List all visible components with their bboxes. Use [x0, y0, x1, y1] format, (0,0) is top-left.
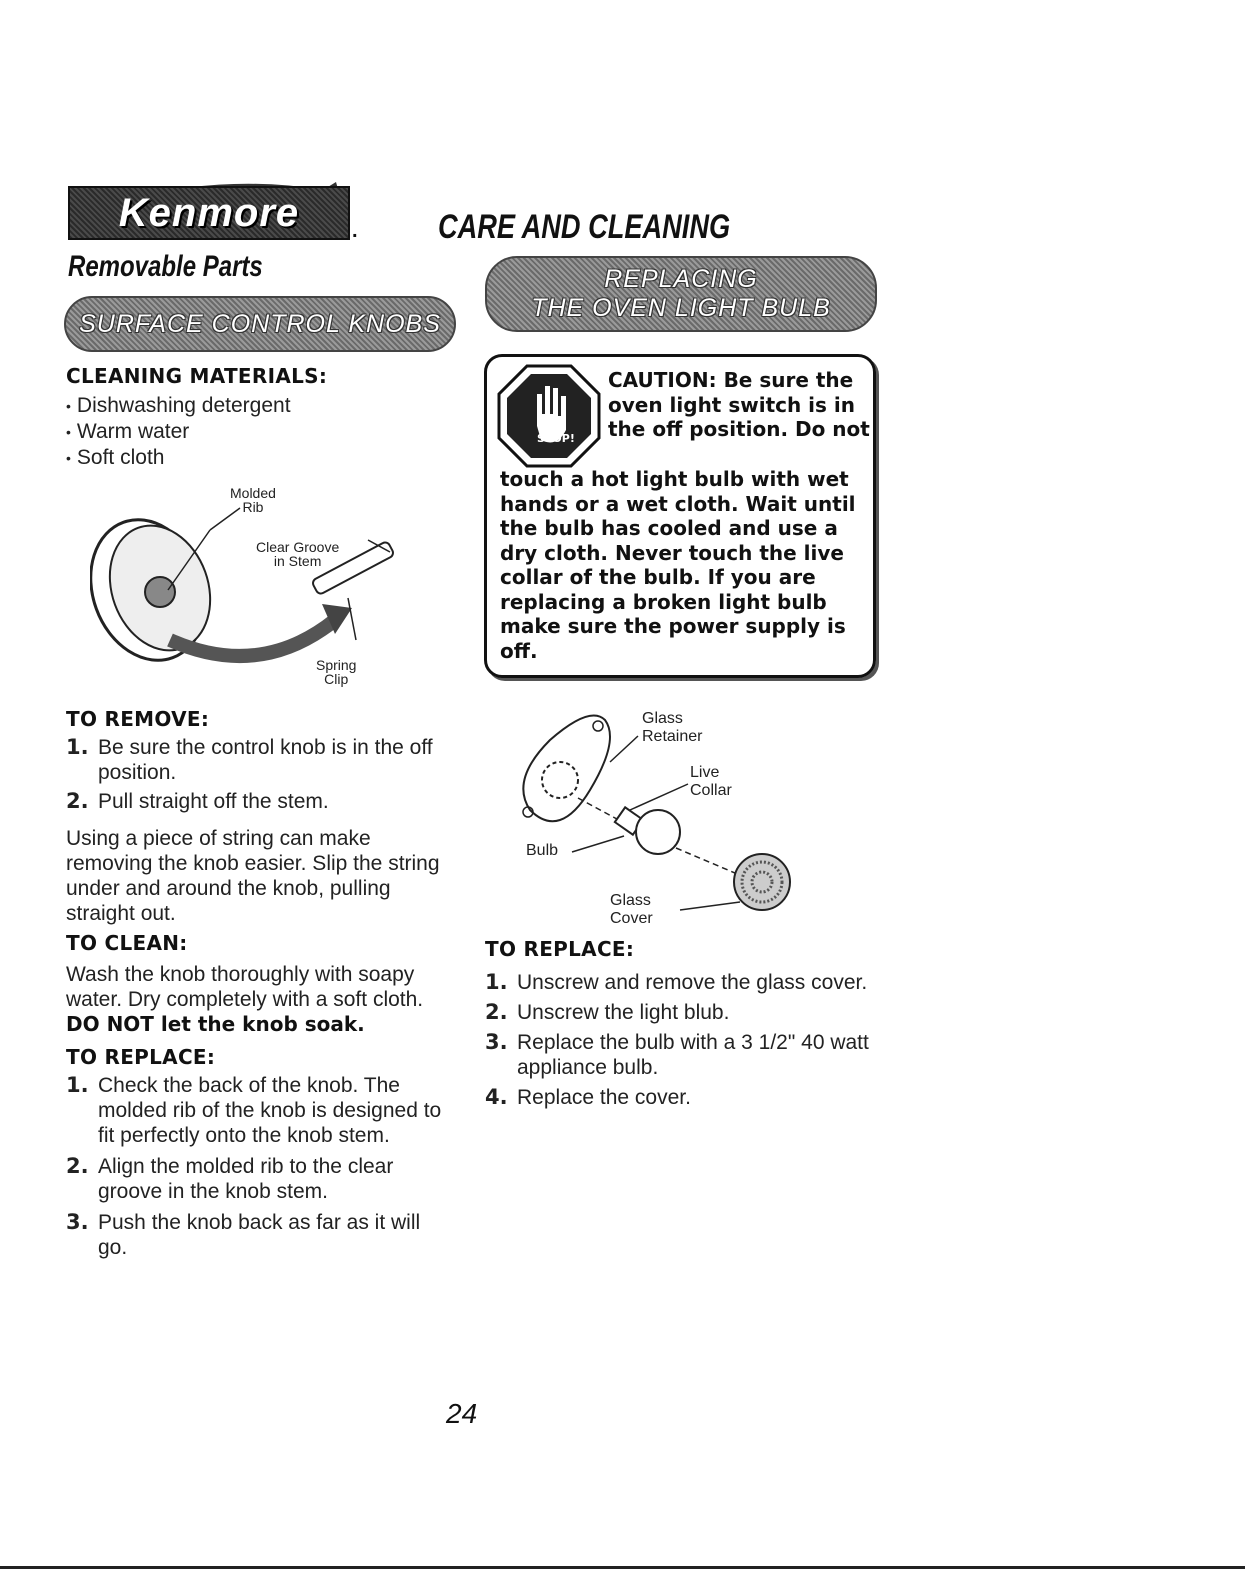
step-text: Unscrew the light blub.	[517, 1001, 730, 1024]
step-number: 2.	[485, 1000, 508, 1024]
surface-control-knobs-banner	[64, 296, 456, 352]
list-item: • Warm water	[66, 419, 291, 445]
molded-rib-label	[230, 486, 276, 514]
label-line: Clip	[324, 671, 349, 687]
materials-list	[66, 393, 291, 471]
list-item	[66, 789, 446, 814]
banner-line-2: THE OVEN LIGHT BULB	[531, 294, 831, 322]
step-text: Unscrew and remove the glass cover.	[517, 971, 868, 994]
bottom-rule	[0, 1566, 1245, 1569]
caution-text-top: CAUTION: Be sure the oven light switch is in the off position. Do not	[608, 368, 870, 441]
banner-label: SURFACE CONTROL KNOBS	[79, 309, 441, 338]
step-text: Replace the bulb with a 3 1/2" 40 watt appliance bulb.	[517, 1031, 869, 1079]
to-clean-heading: TO CLEAN:	[66, 931, 188, 955]
page-number: 24	[446, 1398, 478, 1429]
step-number: 3.	[66, 1210, 89, 1234]
step-text: Check the back of the knob. The molded rib of the knob is designed to fit perfectly onto the knob stem.	[98, 1074, 442, 1147]
logo-text: Kenmore	[118, 190, 300, 235]
label-line: Molded	[230, 485, 276, 501]
page-title: CARE AND CLEANING	[438, 208, 731, 246]
list-item	[66, 1073, 446, 1148]
label-line: in Stem	[273, 553, 322, 569]
stop-hand-icon	[497, 364, 601, 468]
label-line: Glass	[642, 710, 683, 727]
label-line: Cover	[610, 910, 653, 927]
step-number: 3.	[485, 1030, 508, 1054]
cleaning-materials-heading: CLEANING MATERIALS:	[66, 364, 328, 388]
to-remove-heading: TO REMOVE:	[66, 707, 210, 731]
banner-line-1: REPLACING	[604, 265, 758, 294]
label-line: Spring	[316, 657, 357, 673]
step-number: 1.	[66, 735, 89, 759]
label-line: Clear Groove	[256, 539, 340, 555]
list-item	[485, 1085, 885, 1110]
list-item	[66, 1210, 446, 1260]
step-number: 1.	[485, 970, 508, 994]
step-text: Push the knob back as far as it will go.	[98, 1211, 421, 1259]
label-line: Retainer	[642, 728, 703, 745]
label-line: Collar	[690, 782, 732, 799]
replace-bulb-steps	[485, 970, 885, 1115]
list-item: • Dishwashing detergent	[66, 393, 291, 419]
to-replace-bulb-heading: TO REPLACE:	[485, 937, 635, 961]
remove-note: Using a piece of string can make removing the knob easier. Slip the string under and around the knob, pulling straight out.	[66, 827, 440, 925]
glass-cover-label	[610, 892, 653, 928]
label-line: Rib	[242, 499, 264, 515]
step-number: 2.	[66, 1154, 89, 1178]
stop-text: STOP!	[537, 432, 575, 445]
section-title: Removable Parts	[68, 250, 263, 283]
list-item	[485, 1030, 885, 1080]
list-item	[66, 1154, 446, 1204]
list-item: • Soft cloth	[66, 445, 291, 471]
clear-groove-label	[256, 540, 339, 568]
logo-dot: .	[352, 220, 358, 242]
step-text: Be sure the control knob is in the off position.	[98, 736, 433, 784]
step-text: Replace the cover.	[517, 1086, 691, 1109]
glass-retainer-label	[642, 710, 702, 746]
label-line: Live	[690, 764, 720, 781]
knob-diagram	[90, 480, 420, 690]
list-item	[485, 1000, 885, 1025]
remove-steps	[66, 735, 446, 814]
replace-steps	[66, 1073, 446, 1266]
clean-warning: DO NOT let the knob soak.	[66, 1012, 365, 1036]
oven-light-bulb-banner	[485, 256, 877, 332]
step-text: Pull straight off the stem.	[98, 790, 329, 813]
bulb-label: Bulb	[526, 842, 559, 859]
list-item	[66, 735, 446, 785]
to-replace-heading: TO REPLACE:	[66, 1045, 216, 1069]
step-number: 1.	[66, 1073, 89, 1097]
caution-text-body: touch a hot light bulb with wet hands or a wet cloth. Wait until the bulb has cooled and use a dry cloth. Never touch the live collar of the bulb. If you are replacing a broken light bulb make sure the power supply is off.	[500, 467, 856, 663]
label-line: Glass	[610, 892, 651, 909]
step-number: 4.	[485, 1085, 508, 1109]
step-number: 2.	[66, 789, 89, 813]
step-text: Align the molded rib to the clear groove in the knob stem.	[98, 1155, 394, 1203]
kenmore-logo	[68, 186, 350, 240]
live-collar-label	[690, 764, 732, 800]
clean-text: Wash the knob thoroughly with soapy water. Dry completely with a soft cloth.	[66, 963, 424, 1011]
list-item	[485, 970, 885, 995]
spring-clip-label	[316, 658, 356, 686]
bulb-diagram	[510, 700, 820, 932]
